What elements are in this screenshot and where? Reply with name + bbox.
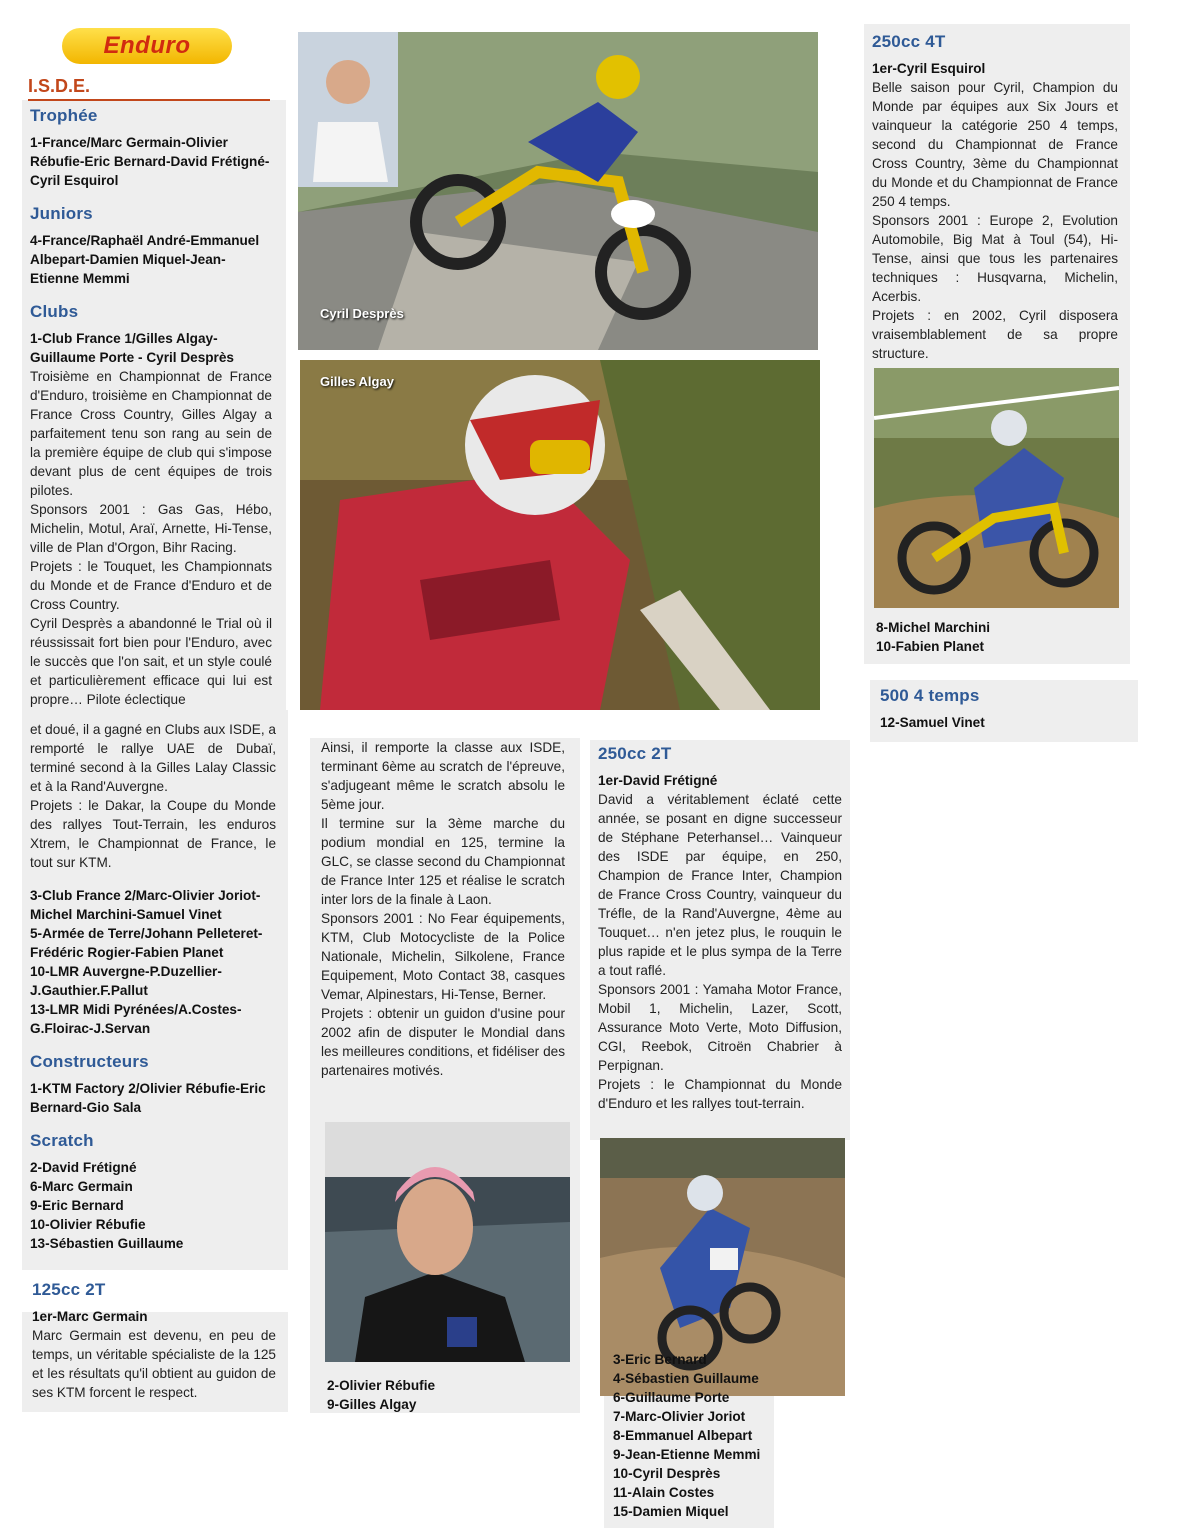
germain-paragraph-1: Ainsi, il remporte la classe aux ISDE, terminant 6ème au scratch de l'épreuve, s'adjugeant même le scratch absolu le 5ème jour.: [321, 740, 565, 812]
cat500-list-item: 12-Samuel Vinet: [880, 715, 985, 730]
section-title: Enduro: [103, 32, 191, 59]
scratch-item: 2-David Frétigné: [30, 1160, 137, 1175]
scratch-item: 10-Olivier Rébufie: [30, 1217, 146, 1232]
clubs-entry: 3-Club France 2/Marc-Olivier Joriot-Michel Marchini-Samuel Vinet: [30, 888, 261, 922]
cat250-2t-list-item: 4-Sébastien Guillaume: [613, 1371, 759, 1386]
constructeurs-result: 1-KTM Factory 2/Olivier Rébufie-Eric Bernard-Gio Sala: [30, 1081, 266, 1115]
photo-esquirol: [874, 368, 1119, 608]
cat250-2t-list-item: 11-Alain Costes: [613, 1485, 715, 1500]
algay-paragraph: Troisième en Championnat de France d'Enduro, troisième en Championnat de France Cross Country, Gilles Algay a parfaitement tenu son rang au sein de la première équipe de club qui s'impose devant plus de cent équipes de trois pilotes.: [30, 369, 272, 498]
algay-projects: Projets : le Touquet, les Championnats du Monde et de France d'Enduro et de Cross Country.: [30, 559, 272, 612]
clubs-entry: 10-LMR Auvergne-P.Duzellier-J.Gauthier.F.Pallut: [30, 964, 222, 998]
cat125-list-item: 2-Olivier Rébufie: [327, 1378, 436, 1393]
despres-paragraph-a: Cyril Desprès a abandonné le Trial où il réussissait fort bien pour l'Enduro, avec le succès que l'on sait, et un style coulé et particulièrement efficace qui lui est propre… Pilote éclectique: [30, 616, 272, 707]
cat125-list: [327, 1376, 567, 1414]
despres-projects: Projets : le Dakar, la Coupe du Monde des rallyes Tout-Terrain, les enduros Xtrem, le Championnat de France, le tout sur KTM.: [30, 798, 276, 870]
algay-sponsors: Sponsors 2001 : Gas Gas, Hébo, Michelin, Motul, Araï, Arnette, Hi-Tense, ville de Plan d'Orgon, Bihr Racing.: [30, 502, 272, 555]
left-column-bottom: [30, 720, 276, 1253]
cat125-winner: 1er-Marc Germain: [32, 1309, 148, 1324]
cat125-block: [32, 1280, 276, 1402]
photo-rebufie: [325, 1122, 570, 1362]
photo-algay-caption: Gilles Algay: [320, 374, 394, 389]
cat250-2t-list: [613, 1350, 778, 1521]
cat250-2t-winner: 1er-David Frétigné: [598, 773, 718, 788]
cat500-list: [880, 713, 1130, 732]
scratch-item: 9-Eric Bernard: [30, 1198, 124, 1213]
cat250-4t-winner: 1er-Cyril Esquirol: [872, 61, 986, 76]
photo-despres-image: [298, 32, 818, 350]
photo-rebufie-image: [325, 1122, 570, 1362]
cat125-list-item: 9-Gilles Algay: [327, 1397, 417, 1412]
germain-paragraph-2: Il termine sur la 3ème marche du podium mondial en 125, termine la GLC, se classe second du Championnat de France Inter 125 et réalise le scratch inter lors de la finale à Laon.: [321, 816, 565, 907]
cat125-text: Marc Germain est devenu, en peu de temps, un véritable spécialiste de la 125 et les résultats qu'il obtient au guidon de ses KTM forcent le respect.: [32, 1328, 276, 1400]
photo-algay-image: [300, 360, 820, 710]
clubs-entry-1: 1-Club France 1/Gilles Algay-Guillaume Porte - Cyril Desprès: [30, 331, 234, 365]
germain-projects: Projets : obtenir un guidon d'usine pour 2002 afin de disputer le Mondial dans les meilleures conditions, et fidéliser des partenaires motivés.: [321, 1006, 565, 1078]
constructeurs-heading: Constructeurs: [30, 1052, 149, 1071]
juniors-result: 4-France/Raphaël André-Emmanuel Albepart-Damien Miquel-Jean-Etienne Memmi: [30, 233, 260, 286]
cat500-block: [880, 686, 1130, 732]
trophee-heading: Trophée: [30, 106, 98, 125]
cat250-2t-list-item: 9-Jean-Etienne Memmi: [613, 1447, 761, 1462]
germain-continued: [321, 738, 565, 1080]
cat250-4t-list-item: 10-Fabien Planet: [876, 639, 985, 654]
juniors-heading: Juniors: [30, 204, 93, 223]
cat500-heading: 500 4 temps: [880, 686, 980, 705]
cat250-2t-sponsors: Sponsors 2001 : Yamaha Motor France, Mobil 1, Michelin, Lazer, Scott, Assurance Moto Verte, Moto Diffusion, CGI, Reebok, Citroën Chabrier à Perpignan.: [598, 982, 842, 1073]
photo-despres-caption: Cyril Desprès: [320, 306, 404, 321]
cat250-4t-text: Belle saison pour Cyril, Champion du Monde par équipes aux Six Jours et vainqueur la catégorie 250 4 temps, second du Championnat de France Cross Country, 3ème du Championnat du Monde et du Championnat de France 250 4 temps.: [872, 80, 1118, 209]
photo-esquirol-image: [874, 368, 1119, 608]
cat250-4t-block: [872, 32, 1118, 363]
event-title: I.S.D.E.: [28, 76, 270, 101]
cat250-4t-projects: Projets : en 2002, Cyril disposera vraisemblablement de sa propre structure.: [872, 308, 1118, 361]
clubs-entry: 5-Armée de Terre/Johann Pelleteret-Frédéric Rogier-Fabien Planet: [30, 926, 263, 960]
cat250-4t-list-item: 8-Michel Marchini: [876, 620, 991, 635]
clubs-entries: [30, 886, 276, 1038]
scratch-list: [30, 1158, 276, 1253]
germain-sponsors: Sponsors 2001 : No Fear équipements, KTM, Club Motocycliste de la Police Nationale, Michelin, Silkolene, France Equipement, Moto Contact 38, casques Vemar, Alpinestars, Hi-Tense, Berner.: [321, 911, 565, 1002]
cat125-heading: 125cc 2T: [32, 1280, 106, 1299]
trophee-result: 1-France/Marc Germain-Olivier Rébufie-Eric Bernard-David Frétigné-Cyril Esquirol: [30, 135, 270, 188]
scratch-item: 6-Marc Germain: [30, 1179, 133, 1194]
cat250-2t-list-item: 6-Guillaume Porte: [613, 1390, 730, 1405]
cat250-2t-text: David a véritablement éclaté cette année, se posant en digne successeur de Stéphane Peterhansel… Vainqueur des ISDE par équipe, en 250, Champion de France Inter, Champion de France Cross Country, vainqueur du Tréfle, de la Rand'Auvergne, 4ème au Touquet… n'en jetez plus, le rouquin le plus rapide et le plus sympa de la Terre a tout raflé.: [598, 792, 842, 978]
photo-algay: [300, 360, 820, 710]
section-badge: [62, 28, 232, 64]
despres-paragraph-b: et doué, il a gagné en Clubs aux ISDE, a remporté le rallye UAE de Dubaï, terminé second à la Gilles Lalay Classic et à la Rand'Auvergne.: [30, 722, 276, 794]
cat250-2t-list-item: 10-Cyril Desprès: [613, 1466, 721, 1481]
cat250-2t-heading: 250cc 2T: [598, 744, 672, 763]
cat250-2t-list-item: 3-Eric Bernard: [613, 1352, 707, 1367]
cat250-2t-block: [598, 744, 842, 1113]
photo-despres: [298, 32, 818, 350]
scratch-heading: Scratch: [30, 1131, 94, 1150]
cat250-4t-list: [876, 618, 1116, 656]
cat250-2t-list-item: 7-Marc-Olivier Joriot: [613, 1409, 746, 1424]
cat250-2t-list-item: 8-Emmanuel Albepart: [613, 1428, 753, 1443]
left-column-top: [30, 106, 272, 709]
cat250-2t-list-item: 15-Damien Miquel: [613, 1504, 729, 1519]
clubs-entry: 13-LMR Midi Pyrénées/A.Costes-G.Floirac-J.Servan: [30, 1002, 242, 1036]
clubs-heading: Clubs: [30, 302, 79, 321]
cat250-4t-heading: 250cc 4T: [872, 32, 946, 51]
cat250-4t-sponsors: Sponsors 2001 : Europe 2, Evolution Automobile, Big Mat à Toul (54), Hi-Tense, ainsi que tous les partenaires techniques : Husqvarna, Michelin, Acerbis.: [872, 213, 1118, 304]
cat250-2t-projects: Projets : le Championnat du Monde d'Enduro et les rallyes tout-terrain.: [598, 1077, 842, 1111]
scratch-item: 13-Sébastien Guillaume: [30, 1236, 184, 1251]
